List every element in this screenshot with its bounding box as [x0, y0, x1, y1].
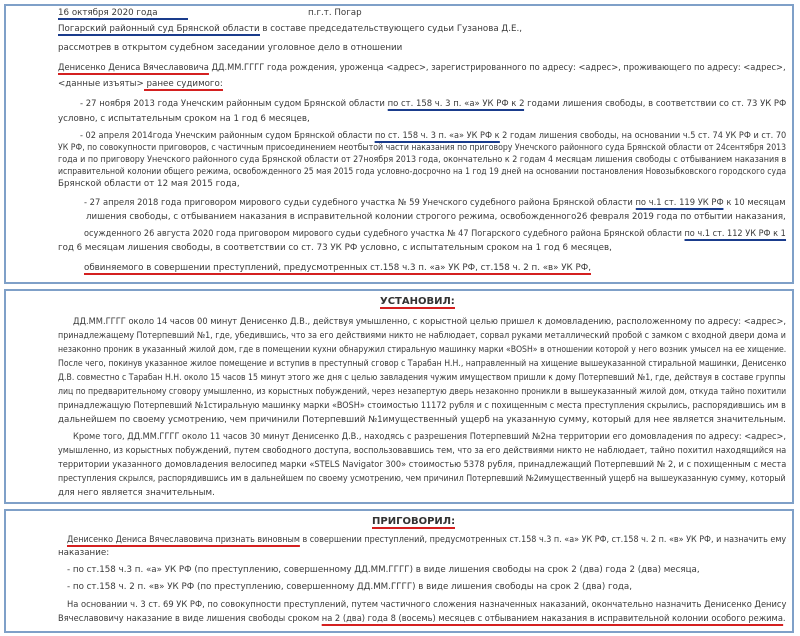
conviction-2-cont: Брянской области от 12 мая 2015 года,	[58, 179, 240, 189]
established-line: Д.В. совместно с Тарабан Н.Н. около 15 часов 15 минут этого же дня с целью завладения чужим имуществом пришли к дому Потерпевший №1, где, действуя в составе группы	[58, 373, 786, 383]
established-line: незаконно проник в указанный жилой дом, где в помещении кухни обнаружил стиральную машинку марки «BOSH» в отношении которой у него возник умысел на ее хищение.	[58, 345, 787, 355]
established-heading: УСТАНОВИЛ:	[380, 296, 455, 307]
verdict-line: - по ст.158 ч.3 п. «а» УК РФ (по преступлению, совершенному ДД.ММ.ГГГГ) в виде лишения свободы на срок 2 (два) года 2 (два) месяца,	[67, 565, 700, 575]
article-ref: по ч.1 ст. 119 УК РФ	[635, 198, 724, 208]
date-line	[58, 8, 188, 19]
verdict-line: На основании ч. 3 ст. 69 УК РФ, по совокупности преступлений, путем частичного сложения назначенных наказаний, окончательно назначить Денисенко Денису	[67, 600, 787, 610]
established-line: ДД.ММ.ГГГГ около 14 часов 00 минут Денисенко Д.В., действуя умышленно, с корыстной целью пришел к домовладению, расположенному по адресу: <адрес>,	[73, 317, 787, 327]
final-sentence-line: Вячеславовичу наказание в виде лишения свободы сроком на 2 (два) года 8 (восемь) месяцев с отбыванием наказания в исправительной колонии особого режима.	[58, 614, 786, 624]
court-name: Погарский районный суд Брянской области	[58, 24, 260, 34]
established-line: территории указанного домовладения велосипед марки «STELS Navigator 300» стоимостью 5378 рубля, принадлежащий Потерпевший № 2, и с похищенным с места	[58, 460, 787, 470]
judgement-date: 16 октября 2020 года	[58, 8, 188, 20]
established-line: принадлежащему Потерпевший №1, где, убедившись, что за его действиями никто не наблюдает, сорвал руками металлический пробой с замком с входной двери дома и	[58, 331, 786, 341]
defendant-name: Денисенко Дениса Вячеславовича	[58, 63, 209, 73]
place: п.г.т. Погар	[308, 8, 362, 18]
article-ref: по ст. 158 ч. 3 п. «а» УК РФ к	[375, 131, 500, 141]
verdict-line: - по ст.158 ч. 2 п. «в» УК РФ (по преступлению, совершенному ДД.ММ.ГГГГ) в виде лишения свободы на срок 2 (два) года,	[67, 582, 632, 592]
established-line: преступления скрылся, распорядившись им в дальнейшем по своему усмотрению, чем причинил Потерпевший №2имущественный ущерб на вышеуказанную сумму, который	[58, 474, 786, 484]
article-ref: по ч.1 ст. 112 УК РФ к 1	[684, 229, 786, 239]
charges: обвиняемого в совершении преступлений, предусмотренных ст.158 ч.3 п. «а» УК РФ, ст.158 ч. 2 п. «в» УК РФ,	[84, 263, 591, 273]
conviction-1-cont: условно, с испытательным сроком на 1 год 6 месяцев,	[58, 114, 310, 124]
conviction-3: - 27 апреля 2018 года приговором мирового судьи судебного участка № 59 Унечского судебного района Брянской области по ч.1 ст. 119 УК РФ к 10 месяцам	[84, 198, 786, 208]
defendant-line-2: <данные изъяты> ранее судимого:	[58, 79, 223, 89]
considering-line: рассмотрев в открытом судебном заседании уголовное дело в отношении	[58, 43, 403, 53]
established-line: для него является значительным.	[58, 488, 215, 498]
article-ref: по ст. 158 ч. 3 п. «а» УК РФ к 2	[387, 99, 525, 109]
final-sentence: на 2 (два) года 8 (восемь) месяцев с отбыванием наказания в исправительной колонии особого режима	[321, 614, 783, 624]
previously-convicted: ранее судимого:	[143, 79, 223, 89]
conviction-4-cont: год 6 месяцам лишения свободы, в соответствии со ст. 73 УК РФ условно, с испытательным сроком на 1 год 6 месяцев,	[58, 243, 612, 253]
charged-line	[84, 263, 591, 274]
conviction-1: - 27 ноября 2013 года Унечским районным судом Брянской области по ст. 158 ч. 3 п. «а» УК РФ к 2 годами лишения свободы, в соответствии со ст. 73 УК РФ	[80, 99, 787, 109]
court-line: Погарский районный суд Брянской области в составе председательствующего судьи Гузанова Д.Е.,	[58, 24, 522, 34]
defendant-line: Денисенко Дениса Вячеславовича ДД.ММ.ГГГГ года рождения, уроженца <адрес>, зарегистрированного по адресу: <адрес>, проживающего по адресу: <адрес>,	[58, 63, 786, 73]
conviction-4: осужденного 26 августа 2020 года приговором мирового судьи судебного участка № 47 Погарского судебного района Брянской области по ч.1 ст. 112 УК РФ к 1	[84, 229, 786, 239]
established-line: принадлежащую Потерпевший №1стиральную машинку марки «BOSH» стоимостью 11172 рубля и с похищенным с места преступления скрылись, распорядившись им в	[58, 401, 786, 411]
guilty-verdict: Денисенко Дениса Вячеславовича признать виновным	[67, 535, 300, 545]
established-line: лиц по предварительному сговору умышленно, из корыстных побуждений, через незапертую дверь незаконно проникли в вышеуказанный жилой дом, откуда тайно похитили	[58, 387, 787, 397]
sentenced-heading: ПРИГОВОРИЛ:	[372, 516, 456, 527]
conviction-2: - 02 апреля 2014года Унечским районным судом Брянской области по ст. 158 ч. 3 п. «а» УК РФ к 2 годам лишения свободы, на основании ч.5 ст. 74 УК РФ и ст. 70	[80, 131, 787, 141]
conviction-3-cont: лишения свободы, с отбыванием наказания в исправительной колонии строгого режима, освобожденного26 февраля 2019 года по отбытии наказания,	[86, 212, 786, 222]
verdict-line: наказание:	[58, 548, 110, 558]
established-line: После чего, покинув указанное жилое помещение и вступив в преступный сговор с Тарабан Н.Н., направленный на хищение вышеуказанной стиральной машинки, Денисенко	[58, 359, 787, 369]
conviction-2-cont: УК РФ, по совокупности приговоров, с частичным присоединением неотбытой части наказания по приговору Унечского районного суда Брянской области от 24сентября 2013	[58, 143, 787, 153]
established-line: Кроме того, ДД.ММ.ГГГГ около 11 часов 30 минут Денисенко Д.В., находясь с разрешения Потерпевший №2на территории его домовладения по адресу: <адрес>,	[73, 432, 787, 442]
conviction-2-cont: исправительной колонии общего режима, освобожденного 25 мая 2015 года условно-досрочно на 1 год 19 дней на основании постановления Новозыбковского городского суда	[58, 167, 787, 177]
verdict-line: Денисенко Дениса Вячеславовича признать виновным в совершении преступлений, предусмотренных ст.158 ч.3 п. «а» УК РФ, ст.158 ч. 2 п. «в» УК РФ, и назначить ему	[67, 535, 787, 545]
established-line: умышленно, из корыстных побуждений, путем свободного доступа, воспользовавшись тем, что за его действиями никто не наблюдает, тайно похитил находящийся на	[58, 446, 787, 456]
established-line: дальнейшем по своему усмотрению, чем причинили Потерпевший №1имущественный ущерб на указанную сумму, который для нее является значительным.	[58, 415, 786, 425]
conviction-2-cont: года и по приговору Унечского районного суда Брянской области от 27ноября 2013 года, окончательно к 2 годам 4 месяцам лишения свободы с отбыванием наказания в	[58, 155, 787, 165]
